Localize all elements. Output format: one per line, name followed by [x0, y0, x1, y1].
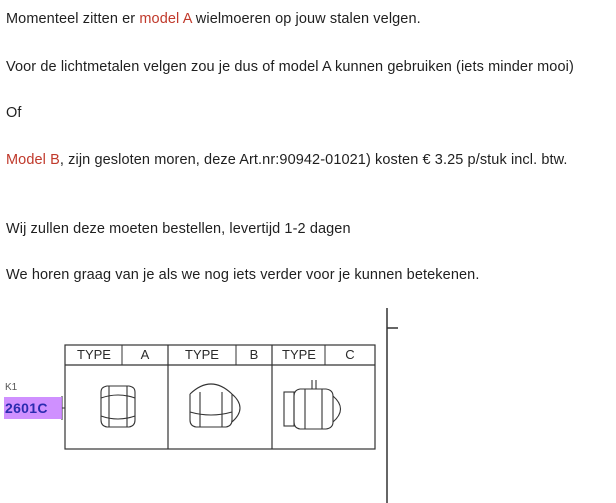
- type-c-letter: C: [345, 347, 355, 362]
- nut-type-b-icon: [190, 384, 240, 427]
- callout-part-code: 2601C: [5, 400, 48, 416]
- type-b-header: TYPE: [185, 347, 219, 362]
- message-line-model-b: [6, 151, 568, 169]
- line1-text-end: wielmoeren op jouw stalen velgen.: [191, 11, 421, 27]
- nut-type-a-icon: [101, 386, 135, 427]
- line4-text: , zijn gesloten moren, deze Art.nr:90942-01021) kosten € 3.25 p/stuk incl. btw.: [59, 152, 568, 168]
- nut-type-c-icon: [284, 380, 341, 429]
- type-c-header: TYPE: [282, 347, 316, 362]
- model-a-highlight: model A: [139, 11, 192, 27]
- message-line-delivery: Wij zullen deze moeten bestellen, levertijd 1-2 dagen: [6, 221, 351, 237]
- diagram-lines: [0, 308, 616, 503]
- message-line-alloy-option: Voor de lichtmetalen velgen zou je dus of model A kunnen gebruiken (iets minder mooi): [6, 59, 574, 75]
- line1-text-start: Momenteel zitten er: [6, 11, 140, 27]
- message-line-or: Of: [6, 105, 22, 121]
- message-line-closing: We horen graag van je als we nog iets verder voor je kunnen betekenen.: [6, 267, 480, 283]
- message-line-current-nuts: [6, 10, 421, 28]
- type-a-letter: A: [140, 347, 150, 362]
- wheel-nut-diagram: [0, 308, 616, 503]
- model-b-highlight: Model B: [6, 152, 60, 168]
- type-a-header: TYPE: [77, 347, 111, 362]
- callout-small-label: K1: [5, 382, 18, 393]
- type-b-letter: B: [249, 347, 259, 362]
